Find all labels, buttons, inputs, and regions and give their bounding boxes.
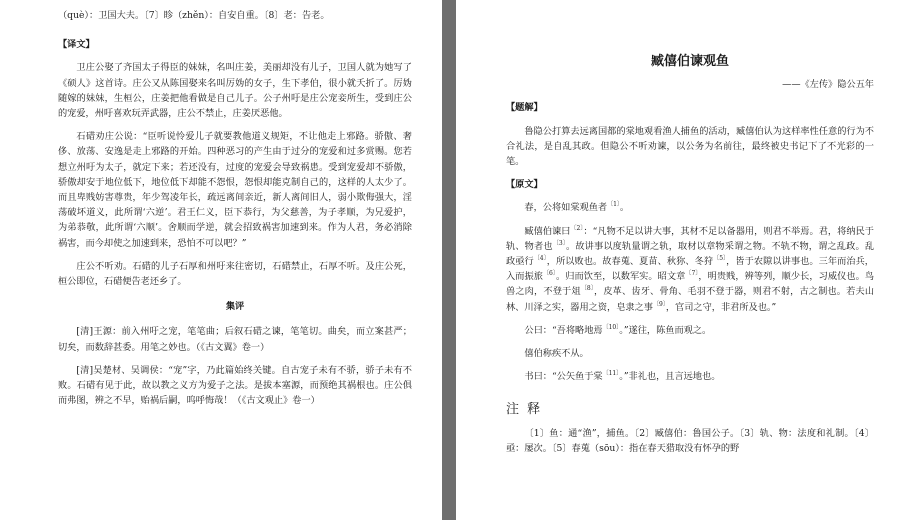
text-run: ，所以败也。故春蒐、夏苗、秋狝、冬狩 — [546, 256, 714, 268]
footnote-ref[interactable]: 〔11〕 — [602, 370, 620, 378]
footnote-ref[interactable]: 〔3〕 — [552, 239, 566, 247]
text-run: 。”非礼也，且言远地也。 — [619, 371, 721, 383]
footnote-ref[interactable]: 〔1〕 — [607, 201, 620, 209]
text-run: 公曰：“吾将略地焉 — [524, 324, 603, 336]
footnote-ref[interactable]: 〔7〕 — [685, 270, 699, 278]
translation-paragraph-2: 石碏劝庄公说：“臣听说怜爱儿子就要教他道义规矩，不让他走上邪路。骄傲、奢侈、放荡、安逸是走上邪路的开始。四种恶习的产生由于过分的宠爱和过多赏赐。您若想立州吁为太子，就定下来；若还没有，过度的宠爱会导致祸患。受到宠爱却不骄傲，骄傲却安于地位低下，地位低下却能不怨恨，怨恨却能克制自己的，这样的人太少了。而且卑贱妨害尊贵，年少驾凌年长，疏远离间亲近，新人离间旧人，弱小欺侮强大，淫荡破坏道义，此所谓‘六逆’。君王仁义，臣下恭行，为父慈善，为子孝顺，为兄爱护，为弟恭敬，此所谓‘六顺’。舍顺而学逆，就会招致祸害加速到来。作为人君，务必消除祸害，而今却使之加速到来，恐怕不可以吧？” — [58, 131, 412, 249]
footnote-ref[interactable]: 〔4〕 — [533, 255, 547, 263]
text-run: 春，公将如棠观鱼者 — [524, 202, 608, 214]
footnote-ref[interactable]: 〔10〕 — [602, 323, 620, 331]
footnote-ref[interactable]: 〔9〕 — [653, 300, 666, 308]
text-run: ，皆于农隙以讲事也。三年而治兵，入而振旅 — [506, 256, 874, 283]
text-run: 。 — [619, 202, 630, 214]
text-run: 。故讲事以度轨量谓之轨，取材以章物采谓之物。不轨不物，谓之乱政。乱政亟行 — [506, 240, 875, 268]
article-title: 臧僖伯谏观鱼 — [650, 54, 729, 69]
original-paragraph-5 — [506, 369, 874, 384]
text-run: ，明贵贱，辨等列，顺少长，习威仪也。鸟兽之肉，不登于俎 — [506, 271, 875, 298]
text-run: 。归而饮至，以数军实。昭文章 — [555, 271, 686, 283]
notes-heading: 注 释 — [506, 402, 543, 418]
notes-text: 〔1〕鱼：通“渔”，捕鱼。〔2〕臧僖伯：鲁国公子。〔3〕轨、物：法度和礼制。〔4〕亟：屡次。〔5〕春蒐（sōu）：指在春天猎取没有怀孕的野 — [506, 427, 874, 454]
original-paragraph-4: 僖伯称疾不从。 — [524, 348, 589, 360]
footnote-ref[interactable]: 〔6〕 — [542, 270, 556, 278]
translation-paragraph-3: 庄公不听劝。石碏的儿子石厚和州吁来往密切，石碏禁止，石厚不听。及庄公死，桓公即位，石碏便告老还乡了。 — [58, 260, 412, 288]
original-paragraph-3 — [506, 323, 874, 338]
footnote-ref[interactable]: 〔5〕 — [713, 255, 727, 263]
page-gutter — [442, 0, 456, 520]
text-run: 臧僖伯谏曰 — [524, 225, 571, 237]
text-run: ，皮革、齿牙、骨角、毛羽不登于器，则君不射，古之制也。若夫山林、川泽之实，器用之资，皂隶之事 — [506, 286, 875, 313]
original-paragraph-1 — [506, 200, 874, 215]
text-run: ，官司之守，非君所及也。” — [665, 301, 777, 313]
translation-heading: 【译文】 — [58, 39, 95, 51]
right-page — [456, 0, 900, 520]
original-paragraph-2 — [506, 224, 874, 315]
text-run: ：“凡物不足以讲大事，其材不足以备器用，则君不举焉。君，将纳民于轨、物者也 — [506, 225, 874, 252]
text-run: 书曰：“公矢鱼于棠 — [524, 371, 603, 383]
commentary-1: [清]王源：前入州吁之宠，笔笔曲；后叙石碏之谏，笔笔切。曲矣，而立案甚严；切矣，而数辞甚委。用笔之妙也。（《古文翼》卷一） — [58, 326, 412, 353]
commentary-heading: 集评 — [225, 301, 245, 313]
text-run: 。”遂往，陈鱼而观之。 — [619, 324, 712, 336]
explanation-heading: 【题解】 — [506, 102, 543, 114]
article-source: ——《左传》隐公五年 — [782, 79, 874, 91]
left-page — [0, 0, 442, 520]
footnote-continuation: （què）：卫国大夫。〔7〕眕（zhěn）：自安自重。〔8〕老：告老。 — [58, 10, 330, 21]
original-text-heading: 【原文】 — [506, 179, 543, 191]
translation-paragraph-1: 卫庄公娶了齐国太子得臣的妹妹，名叫庄姜，美丽却没有儿子，卫国人就为她写了《硕人》这首诗。庄公又从陈国娶来名叫厉妫的女子，生下孝伯，很小就夭折了。厉妫随嫁的妹妹，生桓公，庄姜把他看做是自己儿子。公子州吁是庄公宠妾所生，受到庄公的宠爱，州吁喜欢玩弄武器，庄公不禁止，庄姜厌恶他。 — [58, 62, 412, 120]
commentary-2: [清]吴楚材、吴调侯：“宠”字，乃此篇始终关键。自古宠子未有不骄，骄子未有不败。石碏有见于此，故以教之义方为爱子之法。是拔本塞源，而预绝其祸根也。庄公俱而弗图，辨之不早，贻祸后嗣，呜呼悔哉！（《古文观止》卷一） — [58, 364, 412, 407]
explanation-paragraph: 鲁隐公打算去远离国都的棠地观看渔人捕鱼的活动，臧僖伯认为这样率性任意的行为不合礼法，是自乱其政。但隐公不听劝谏，以公务为名前往，最终被史书记下了不光彩的一笔。 — [506, 125, 874, 168]
footnote-ref[interactable]: 〔8〕 — [580, 285, 594, 293]
footnote-ref[interactable]: 〔2〕 — [570, 224, 584, 232]
